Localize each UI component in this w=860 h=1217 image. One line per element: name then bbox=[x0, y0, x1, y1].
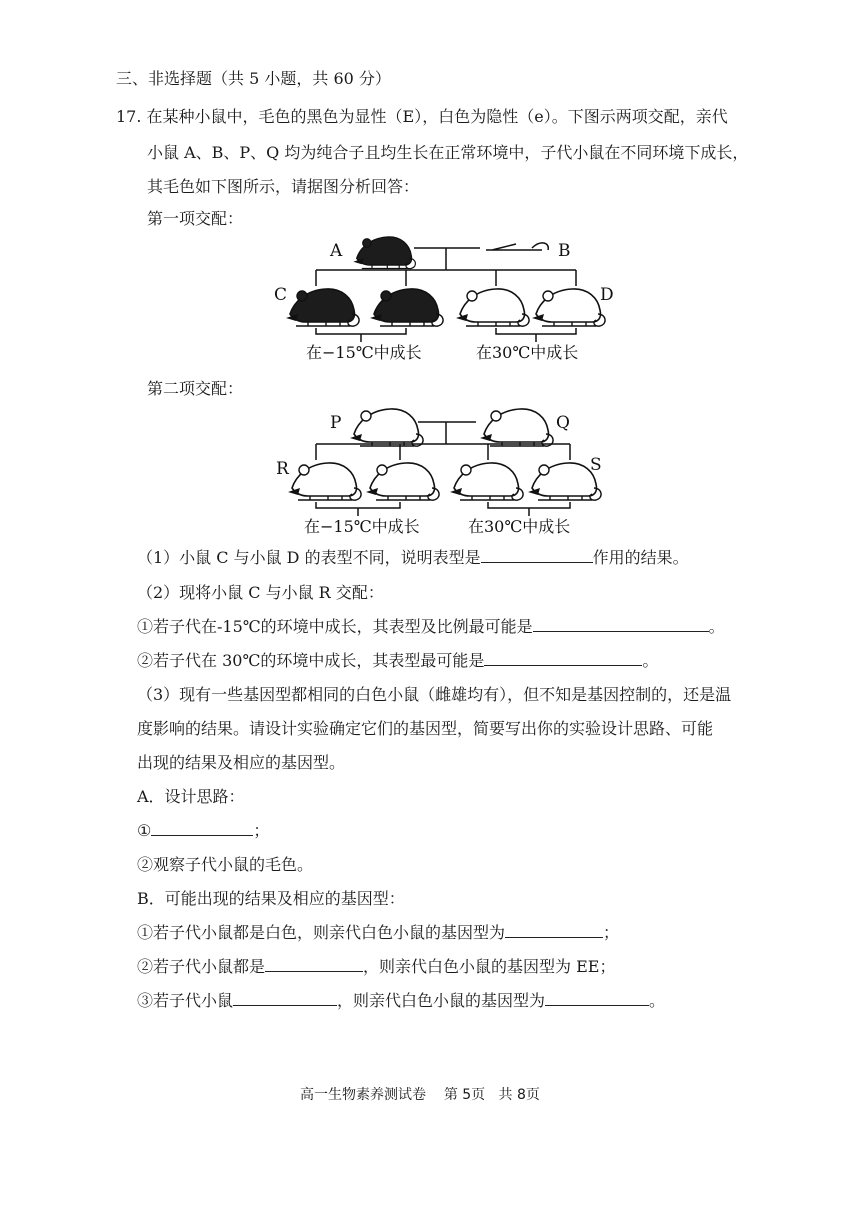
cross1-parent-a-label: A bbox=[330, 241, 343, 261]
part2-item2-blank[interactable] bbox=[484, 651, 642, 666]
part3-a-heading: A．设计思路： bbox=[137, 787, 245, 806]
part3-b-item2 bbox=[137, 954, 615, 977]
part3-b-item3-blank-1[interactable] bbox=[233, 991, 337, 1006]
mouse-icon-white-1 bbox=[456, 289, 529, 326]
part3-b-item3 bbox=[137, 988, 665, 1011]
mouse-icon-p bbox=[350, 409, 423, 446]
question-stem-line-2: 小鼠 A、B、P、Q 均为纯合子且均生长在正常环境中，子代小鼠在不同环境下成长， bbox=[147, 143, 749, 162]
mouse-icon-b bbox=[486, 243, 548, 250]
part3-b-item1-blank[interactable] bbox=[505, 923, 603, 938]
cross1-label: 第一项交配： bbox=[147, 209, 244, 228]
page-footer bbox=[300, 1084, 540, 1104]
cross2-child-s-label: S bbox=[590, 455, 602, 475]
question-stem-line-1 bbox=[116, 104, 728, 127]
part1-text-end: 作用的结果。 bbox=[592, 548, 689, 567]
section-heading: 三、非选择题（共 5 小题，共 60 分） bbox=[116, 69, 391, 88]
cross1-child-c-label: C bbox=[274, 285, 288, 305]
part1-answer-blank[interactable] bbox=[481, 548, 593, 563]
part3-line-3: 出现的结果及相应的基因型。 bbox=[137, 753, 346, 772]
cross1-parent-b-label: B bbox=[558, 241, 571, 261]
cross2-env-left: 在−15℃中成长 bbox=[304, 517, 420, 536]
part3-a-item1-blank[interactable] bbox=[151, 821, 253, 836]
part3-b-item3-text: ③若子代小鼠 bbox=[137, 991, 234, 1010]
part3-b-item2-blank[interactable] bbox=[265, 957, 363, 972]
question-number: 17. bbox=[116, 107, 142, 126]
cross1-diagram bbox=[270, 226, 630, 366]
part2-item1-text: ①若子代在-15℃的环境中成长，其表型及比例最可能是 bbox=[137, 617, 533, 636]
mouse-icon-black-2 bbox=[370, 289, 443, 326]
part3-b-item2-text: ②若子代小鼠都是 bbox=[137, 957, 266, 976]
part2-item1 bbox=[137, 614, 725, 637]
part3-a-item1 bbox=[137, 818, 269, 841]
part3-a-item1-end: ； bbox=[253, 821, 270, 840]
part3-b-item3-end: 。 bbox=[649, 991, 666, 1010]
mouse-icon-d bbox=[532, 289, 605, 326]
part3-b-item1 bbox=[137, 920, 619, 943]
part3-b-item3-mid: ，则亲代白色小鼠的基因型为 bbox=[337, 991, 546, 1010]
part3-b-item1-end: ； bbox=[603, 923, 620, 942]
cross1-env-right: 在30℃中成长 bbox=[476, 343, 579, 362]
part3-b-heading: B．可能出现的结果及相应的基因型： bbox=[137, 889, 405, 908]
mouse-icon-q bbox=[480, 409, 553, 446]
part2-item2 bbox=[137, 648, 658, 671]
stem-text-1: 在某种小鼠中，毛色的黑色为显性（E），白色为隐性（e）。下图示两项交配，亲代 bbox=[146, 107, 728, 126]
mouse-icon-c bbox=[286, 289, 359, 326]
part3-b-item3-blank-2[interactable] bbox=[545, 991, 649, 1006]
part3-b-item2-end: ，则亲代白色小鼠的基因型为 EE； bbox=[363, 957, 616, 976]
part3-b-item1-text: ①若子代小鼠都是白色，则亲代白色小鼠的基因型为 bbox=[137, 923, 506, 942]
part3-line-2: 度影响的结果。请设计实验确定它们的基因型，简要写出你的实验设计思路、可能 bbox=[137, 719, 714, 738]
cross1-env-left: 在−15℃中成长 bbox=[306, 343, 422, 362]
part2-item2-text: ②若子代在 30℃的环境中成长，其表型最可能是 bbox=[137, 651, 485, 670]
question-stem-line-3: 其毛色如下图所示，请据图分析回答： bbox=[147, 177, 420, 196]
footer-total-pages: 共 8页 bbox=[498, 1087, 540, 1103]
cross2-parent-q-label: Q bbox=[556, 413, 570, 433]
part2-item1-end: 。 bbox=[708, 617, 725, 636]
part1-text: （1）小鼠 C 与小鼠 D 的表型不同，说明表型是 bbox=[137, 548, 481, 567]
cross2-parent-p-label: P bbox=[330, 413, 342, 433]
footer-page-number: 第 5页 bbox=[443, 1087, 486, 1103]
part3-line-1: （3）现有一些基因型都相同的白色小鼠（雌雄均有），但不知是基因控制的，还是温 bbox=[137, 685, 732, 704]
part1-line bbox=[137, 545, 689, 568]
part3-a-item2: ②观察子代小鼠的毛色。 bbox=[137, 855, 314, 874]
mouse-icon-white-3 bbox=[450, 463, 523, 500]
part2-item2-end: 。 bbox=[642, 651, 659, 670]
footer-exam-title: 高一生物素养测试卷 bbox=[300, 1087, 426, 1103]
mouse-icon-r bbox=[288, 463, 361, 500]
part2-item1-blank[interactable] bbox=[533, 617, 709, 632]
mouse-icon-white-2 bbox=[366, 463, 439, 500]
mouse-icon-a bbox=[353, 237, 415, 269]
cross2-env-right: 在30℃中成长 bbox=[468, 517, 571, 536]
cross2-label: 第二项交配： bbox=[147, 379, 244, 398]
cross2-diagram bbox=[270, 400, 630, 540]
cross1-child-d-label: D bbox=[600, 285, 614, 305]
part3-a-item1-marker: ① bbox=[137, 821, 152, 840]
part2-intro: （2）现将小鼠 C 与小鼠 R 交配： bbox=[137, 583, 384, 602]
cross2-child-r-label: R bbox=[276, 459, 289, 479]
